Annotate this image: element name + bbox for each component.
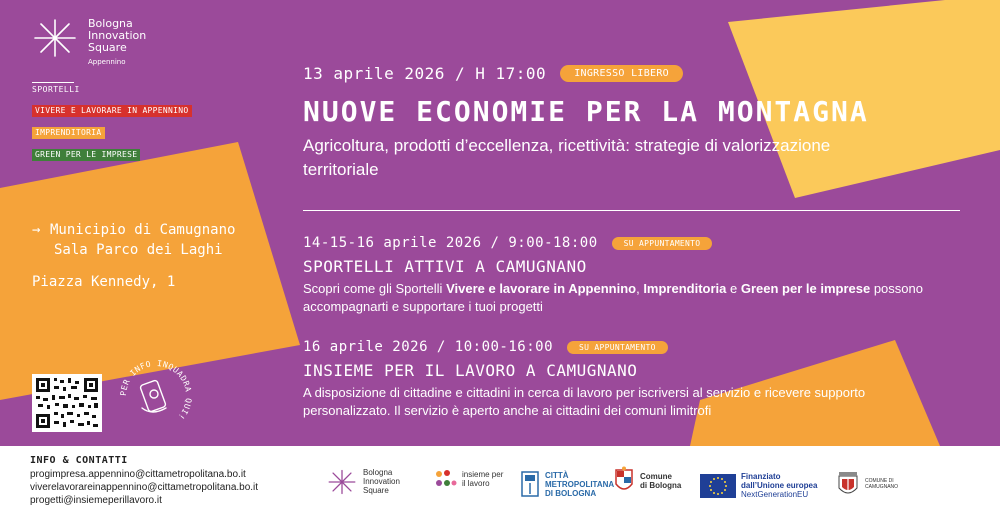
section2-title: INSIEME PER IL LAVORO A CAMUGNANO bbox=[303, 361, 953, 380]
phone-scan-icon bbox=[140, 380, 166, 412]
footer-eu-1: Finanziato bbox=[741, 472, 817, 481]
section1-body-mid1: , bbox=[636, 281, 643, 296]
footer-bis-2: Innovation bbox=[363, 477, 400, 486]
brand-name-3: Square bbox=[88, 42, 146, 54]
starburst-icon bbox=[30, 18, 80, 58]
sportelli-rule bbox=[32, 82, 74, 83]
footer-cb-2: di Bologna bbox=[640, 481, 681, 490]
brand-name-2: Innovation bbox=[88, 30, 146, 42]
footer-ipl-2: il lavoro bbox=[462, 479, 503, 488]
section1-body-post: possono accompagnarti e supportare i tuoi progetti bbox=[303, 281, 923, 314]
brand-sub: Appennino bbox=[88, 56, 146, 68]
venue-line2: Sala Parco dei Laghi bbox=[32, 240, 235, 260]
footer-cm-3: DI BOLOGNA bbox=[545, 489, 614, 498]
eu-flag-icon bbox=[700, 474, 736, 498]
venue bbox=[32, 220, 235, 292]
footer-eu-2: dall’Unione europea bbox=[741, 481, 817, 490]
footer-logo-eu bbox=[700, 472, 817, 499]
sportelli-list bbox=[32, 82, 192, 164]
footer-cc-2: CAMUGNANO bbox=[865, 484, 898, 490]
city-crest-icon bbox=[520, 470, 540, 498]
badge-ingresso-libero: INGRESSO LIBERO bbox=[560, 65, 683, 82]
footer-logo-cb bbox=[613, 466, 681, 496]
section1-body bbox=[303, 280, 953, 316]
tag-green-imprese: GREEN PER LE IMPRESE bbox=[32, 149, 140, 161]
footer-bis-3: Square bbox=[363, 486, 400, 495]
brand-logo bbox=[30, 18, 146, 68]
email-link-1[interactable]: progimpresa.appennino@cittametropolitana.bo.it bbox=[30, 468, 258, 481]
dots-logo-icon bbox=[433, 468, 457, 490]
sportelli-label: SPORTELLI bbox=[32, 85, 192, 94]
section2-body: A disposizione di cittadine e cittadini in cerca di lavoro per iscriversi al servizio e ricevere supporto personalizzato. Il servizio è aperto anche ai cittadini dei comuni limitrofi bbox=[303, 384, 953, 420]
footer-cm-2: METROPOLITANA bbox=[545, 480, 614, 489]
venue-line1: Municipio di Camugnano bbox=[50, 222, 235, 238]
qr-caption-text: PER INFO INQUADRA QUI! bbox=[119, 359, 193, 422]
footer-bis-1: Bologna bbox=[363, 468, 400, 477]
event-subtitle: Agricoltura, prodotti d’eccellenza, ricettività: strategie di valorizzazione territoriale bbox=[303, 134, 903, 182]
camugnano-crest-icon bbox=[836, 470, 860, 498]
qr-caption bbox=[112, 352, 200, 440]
section2-date: 16 aprile 2026 / 10:00-16:00 bbox=[303, 339, 553, 355]
email-link-3[interactable]: progetti@insiemeperillavoro.it bbox=[30, 494, 258, 507]
starburst-purple-icon bbox=[326, 469, 358, 495]
section1-date: 14-15-16 aprile 2026 / 9:00-18:00 bbox=[303, 235, 598, 251]
footer-cb-1: Comune bbox=[640, 472, 681, 481]
brand-name-1: Bologna bbox=[88, 18, 146, 30]
tag-imprenditoria: IMPRENDITORIA bbox=[32, 127, 105, 139]
qr-code[interactable] bbox=[32, 374, 102, 432]
footer-eu-3: NextGenerationEU bbox=[741, 490, 817, 499]
section1-body-b3: Green per le imprese bbox=[741, 281, 870, 296]
footer-logo-cc bbox=[836, 470, 898, 498]
section1-body-b2: Imprenditoria bbox=[643, 281, 726, 296]
venue-street: Piazza Kennedy, 1 bbox=[32, 272, 235, 292]
arrow-right-icon: → bbox=[32, 220, 50, 240]
footer-cm-1: CITTÀ bbox=[545, 471, 614, 480]
section1-body-b1: Vivere e lavorare in Appennino bbox=[446, 281, 636, 296]
bologna-crest-icon bbox=[613, 466, 635, 496]
section-sportelli bbox=[303, 235, 953, 316]
section1-title: SPORTELLI ATTIVI A CAMUGNANO bbox=[303, 257, 953, 276]
contacts bbox=[30, 454, 258, 507]
tag-vivere-lavorare: VIVERE E LAVORARE IN APPENNINO bbox=[32, 105, 192, 117]
divider bbox=[303, 210, 960, 211]
event-date-line bbox=[303, 64, 683, 83]
section-lavoro bbox=[303, 339, 953, 420]
footer bbox=[0, 446, 1000, 516]
event-date: 13 aprile 2026 / H 17:00 bbox=[303, 64, 546, 83]
footer-logo-cm bbox=[520, 470, 614, 498]
contacts-title: INFO & CONTATTI bbox=[30, 454, 258, 467]
event-title: NUOVE ECONOMIE PER LA MONTAGNA bbox=[303, 95, 869, 128]
footer-logo-ipl bbox=[433, 468, 503, 490]
section1-badge: SU APPUNTAMENTO bbox=[612, 237, 713, 250]
section2-badge: SU APPUNTAMENTO bbox=[567, 341, 668, 354]
footer-cc-1: COMUNE DI bbox=[865, 478, 898, 484]
footer-ipl-1: insieme per bbox=[462, 470, 503, 479]
footer-logo-bis bbox=[326, 468, 400, 495]
section1-body-mid2: e bbox=[726, 281, 740, 296]
section1-body-pre: Scopri come gli Sportelli bbox=[303, 281, 446, 296]
email-link-2[interactable]: viverelavorareinappennino@cittametropolitana.bo.it bbox=[30, 481, 258, 494]
